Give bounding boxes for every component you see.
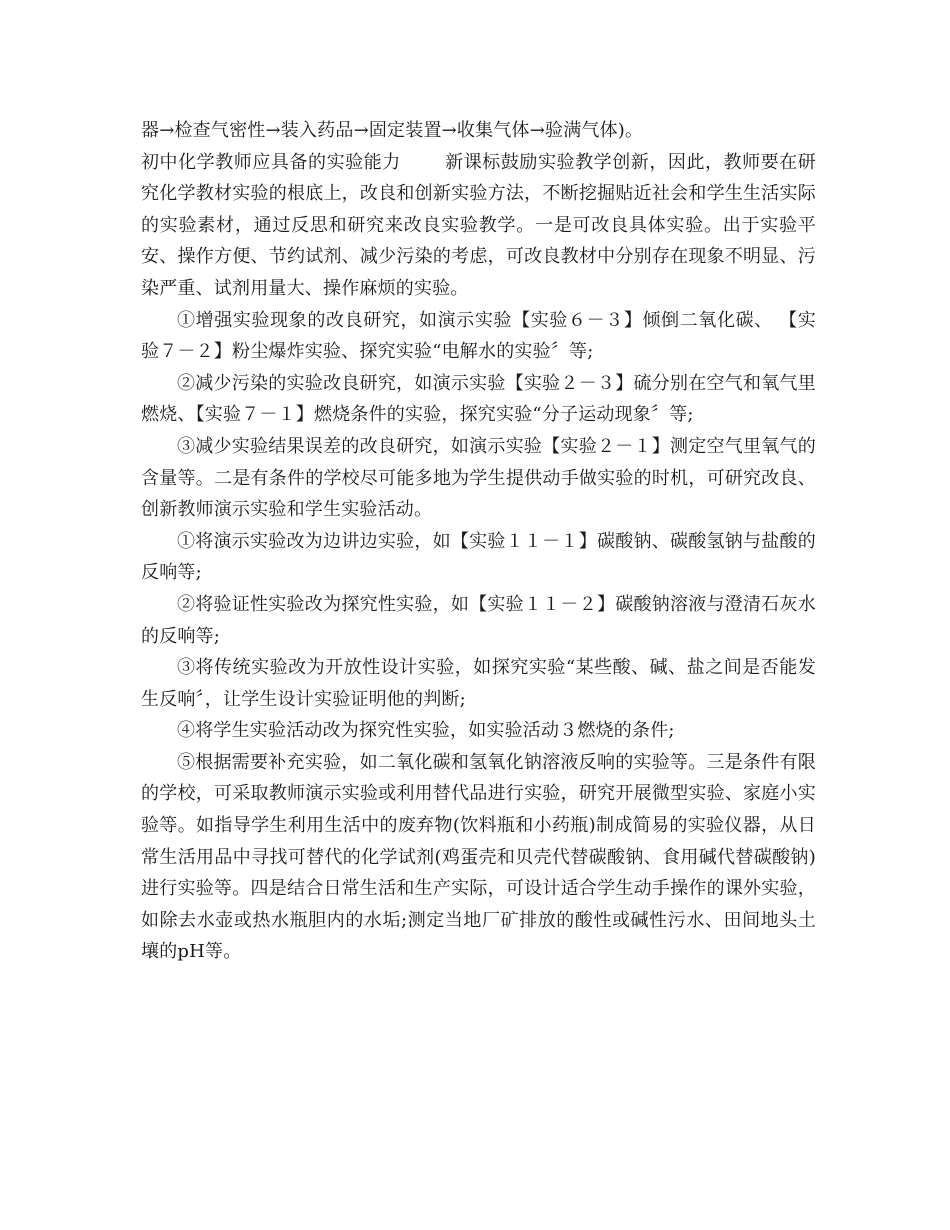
paragraph-text: ③将传统实验改为开放性设计实验，如探究实验“某些酸、碱、盐之间是否能发生反响〞，让学生设计实验证明他的判断; bbox=[141, 657, 816, 710]
paragraph-text: ③减少实验结果误差的改良研究，如演示实验【实验２－１】测定空气里氧气的含量等。二是有条件的学校尽可能多地为学生提供动手做实验的时机，可研究改良、创新教师演示实验和学生实验活动。 bbox=[141, 435, 816, 521]
paragraph-text: 新课标鼓励实验教学创新，因此，教师要在研究化学教材实验的根底上，改良和创新实验方法，不断挖掘贴近社会和学生生活实际的实验素材，通过反思和研究来改良实验教学。一是可改良具体实验。出于实验平安、操作方便、节约试剂、减少污染的考虑，可改良教材中分别存在现象不明显、污染严重、试剂用量大、操作麻烦的实验。 bbox=[141, 151, 816, 299]
section-heading: 初中化学教师应具备的实验能力 bbox=[141, 151, 401, 173]
paragraph-item bbox=[141, 526, 816, 589]
paragraph-text: ④将学生实验活动改为探究性实验，如实验活动３燃烧的条件; bbox=[177, 720, 675, 742]
paragraph-item bbox=[141, 715, 816, 747]
document-body bbox=[141, 115, 816, 968]
paragraph-text: ②将验证性实验改为探究性实验，如【实验１１－２】碳酸钠溶液与澄清石灰水的反响等; bbox=[141, 593, 816, 647]
paragraph-text: ①将演示实验改为边讲边实验，如【实验１１－１】碳酸钠、碳酸氢钠与盐酸的反响等; bbox=[141, 530, 816, 584]
paragraph-item bbox=[141, 305, 816, 368]
paragraph-item bbox=[141, 652, 816, 715]
paragraph-section-intro bbox=[141, 147, 816, 305]
paragraph-text: ②减少污染的实验改良研究，如演示实验【实验２－３】硫分别在空气和氧气里燃烧、【实验７－１】燃烧条件的实验，探究实验“分子运动现象〞等; bbox=[141, 372, 816, 426]
paragraph-item bbox=[141, 368, 816, 431]
paragraph-item bbox=[141, 431, 816, 526]
paragraph-item bbox=[141, 747, 816, 968]
paragraph-continuation bbox=[141, 115, 816, 147]
paragraph-text: ⑤根据需要补充实验，如二氧化碳和氢氧化钠溶液反响的实验等。三是条件有限的学校，可采取教师演示实验或利用替代品进行实验，研究开展微型实验、家庭小实验等。如指导学生利用生活中的废弃物(饮料瓶和小药瓶)制成简易的实验仪器，从日常生活用品中寻找可替代的化学试剂(鸡蛋壳和贝壳代替碳酸钠、食用碱代替碳酸钠)进行实验等。四是结合日常生活和生产实际，可设计适合学生动手操作的课外实验，如除去水壶或热水瓶胆内的水垢;测定当地厂矿排放的酸性或碱性污水、田间地头土壤的pH等。 bbox=[141, 751, 816, 963]
paragraph-text: 器→检查气密性→装入药品→固定装置→收集气体→验满气体)。 bbox=[141, 120, 644, 141]
paragraph-text: ①增强实验现象的改良研究，如演示实验【实验６－３】倾倒二氧化碳、 【实验７－２】粉尘爆炸实验、探究实验“电解水的实验〞等; bbox=[141, 309, 816, 363]
paragraph-item bbox=[141, 589, 816, 652]
